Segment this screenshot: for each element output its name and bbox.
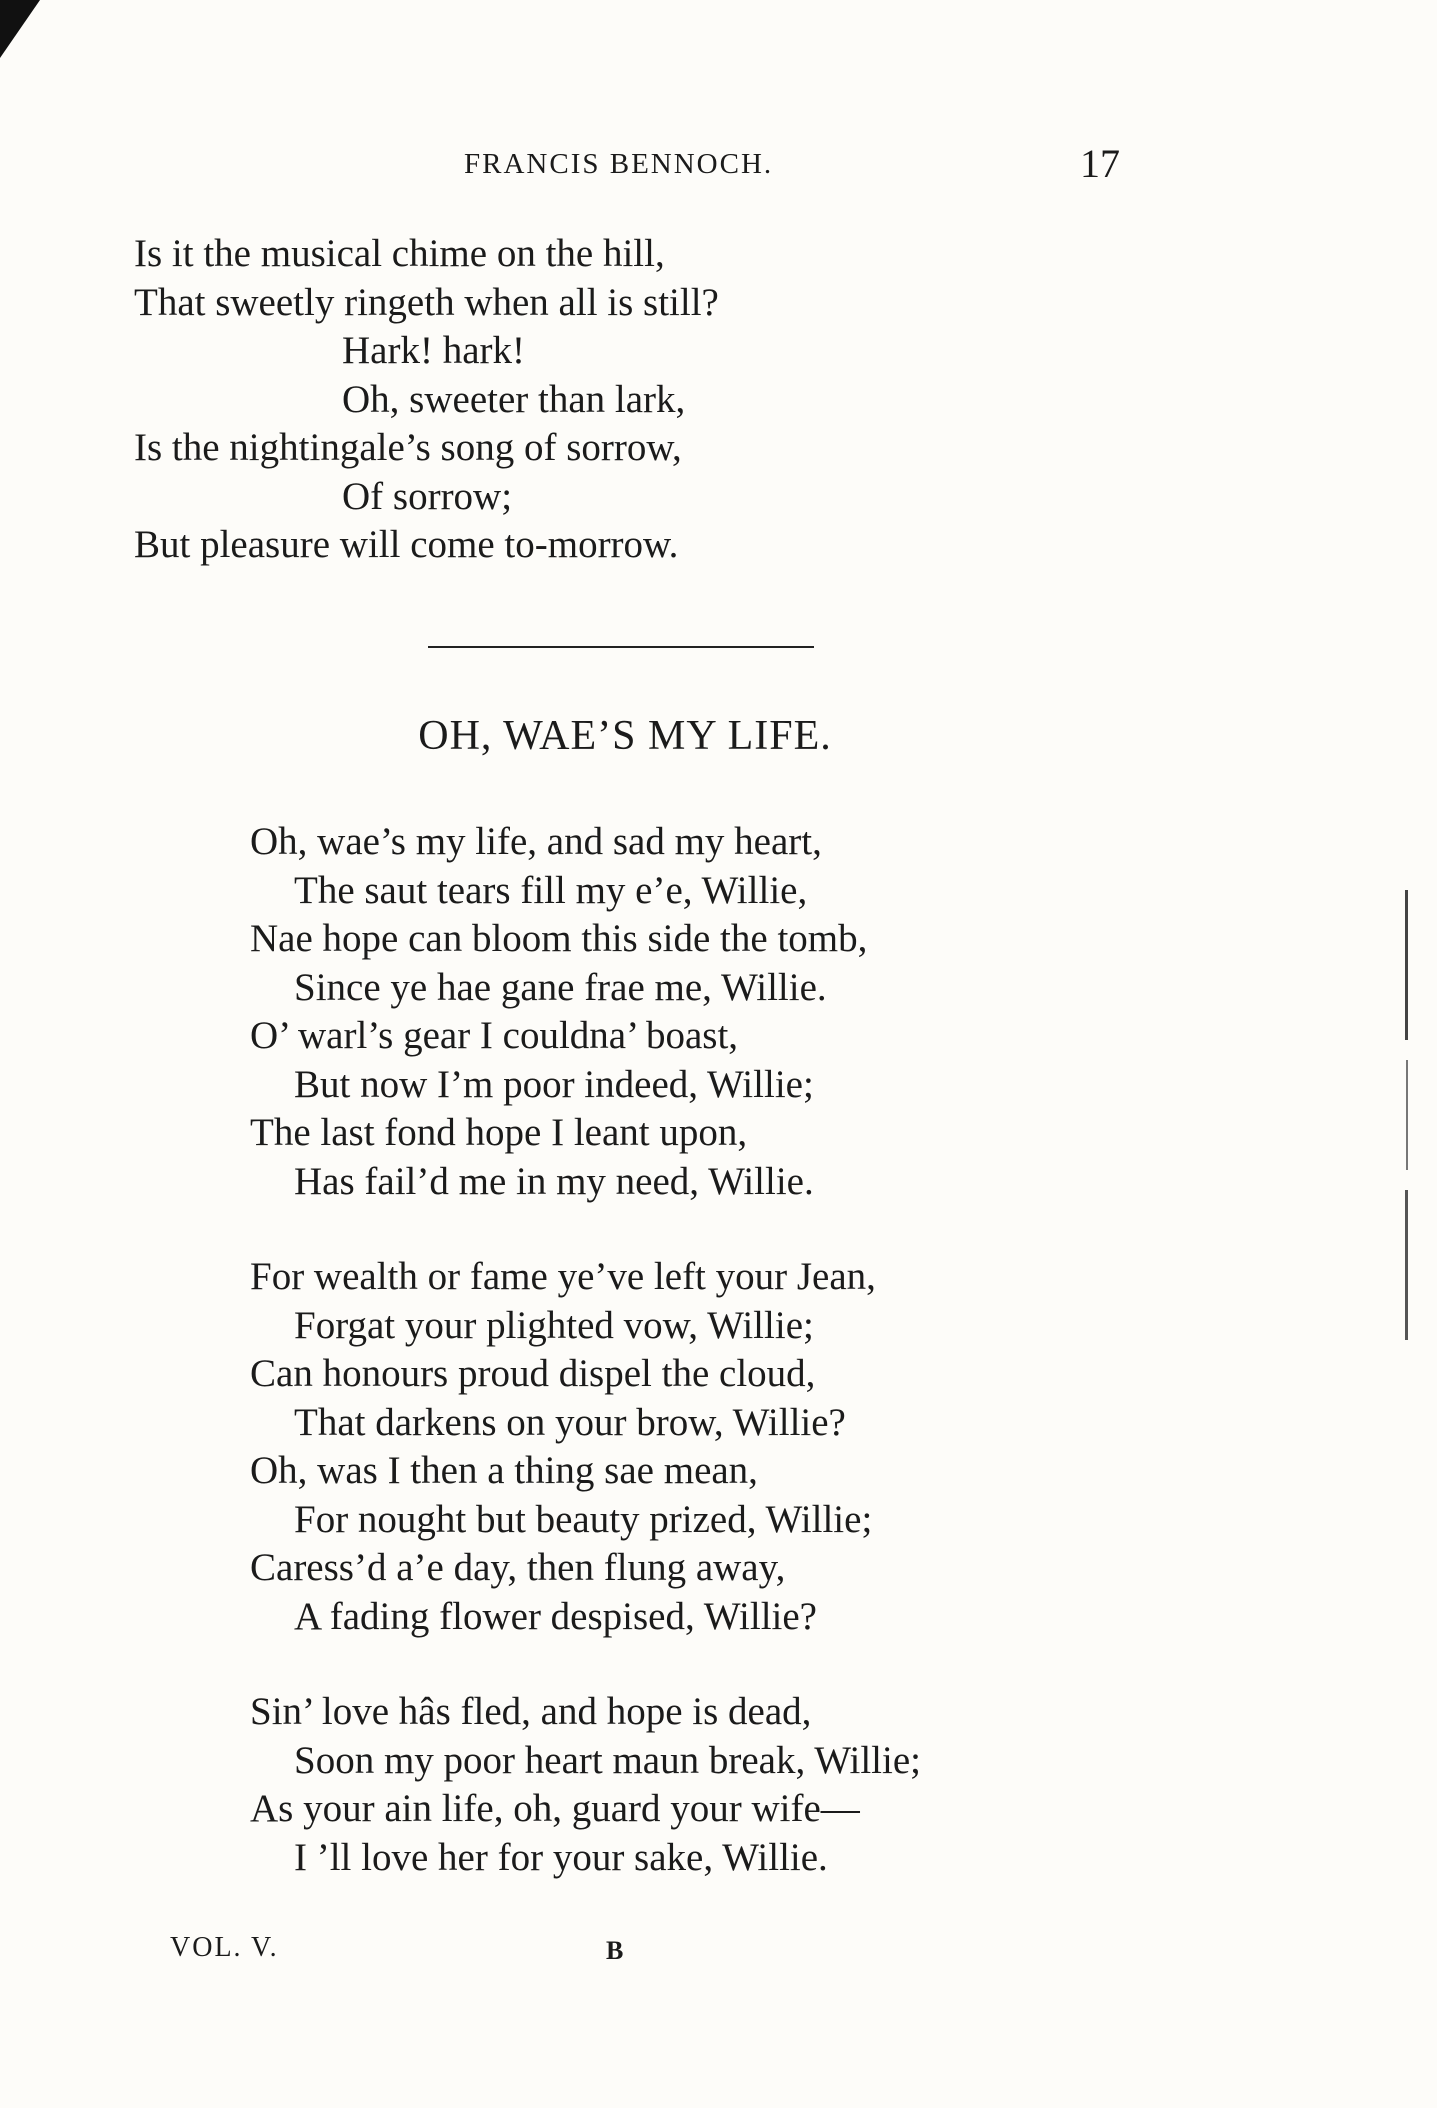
poem-stanza-1 [250, 818, 867, 1206]
page-number: 17 [1080, 141, 1120, 186]
binding-shadow-marks [1396, 890, 1416, 1350]
verse-line: A fading flower despised, Willie? [294, 1594, 817, 1638]
signature-mark: B [606, 1936, 624, 1965]
verse-line: The last fond hope I leant upon, [250, 1111, 748, 1154]
verse-line: As your ain life, oh, guard your wife— [250, 1787, 860, 1830]
verse-line: Since ye hae gane frae me, Willie. [294, 965, 827, 1009]
verse-line: Is the nightingale’s song of sorrow, [134, 426, 682, 469]
verse-line: Of sorrow; [342, 474, 513, 518]
verse-line: But now I’m poor indeed, Willie; [294, 1062, 814, 1106]
verse-line: Nae hope can bloom this side the tomb, [250, 917, 868, 960]
verse-line: I ’ll love her for your sake, Willie. [294, 1835, 828, 1879]
section-divider [428, 646, 814, 648]
verse-line: The saut tears fill my e’e, Willie, [294, 868, 808, 912]
volume-marker: VOL. V. [170, 1932, 279, 1963]
poem-stanza-2 [250, 1253, 876, 1641]
verse-line: Oh, was I then a thing sae mean, [250, 1449, 758, 1492]
verse-line: Caress’d a’e day, then flung away, [250, 1546, 786, 1589]
verse-line: Sin’ love hâs fled, and hope is dead, [250, 1690, 812, 1733]
running-head-title: FRANCIS BENNOCH. [464, 148, 774, 180]
verse-line: That darkens on your brow, Willie? [294, 1400, 846, 1444]
verse-line: Oh, sweeter than lark, [342, 377, 686, 421]
poem-title: OH, WAE’S MY LIFE. [418, 713, 832, 759]
previous-poem-stanza [134, 230, 719, 570]
verse-line: O’ warl’s gear I couldna’ boast, [250, 1014, 739, 1057]
verse-line: Oh, wae’s my life, and sad my heart, [250, 820, 822, 863]
poem-stanza-3 [250, 1688, 921, 1882]
verse-line: Forgat your plighted vow, Willie; [294, 1303, 814, 1347]
verse-line: That sweetly ringeth when all is still? [134, 280, 719, 324]
verse-line: For wealth or fame ye’ve left your Jean, [250, 1255, 876, 1298]
page-corner-mark [0, 0, 40, 60]
verse-line: For nought but beauty prized, Willie; [294, 1497, 873, 1541]
verse-line: Is it the musical chime on the hill, [134, 232, 665, 275]
verse-line: Has fail’d me in my need, Willie. [294, 1159, 814, 1203]
verse-line: Soon my poor heart maun break, Willie; [294, 1738, 921, 1782]
verse-line: Hark! hark! [342, 329, 525, 372]
verse-line: But pleasure will come to-morrow. [134, 523, 679, 566]
verse-line: Can honours proud dispel the cloud, [250, 1352, 816, 1395]
